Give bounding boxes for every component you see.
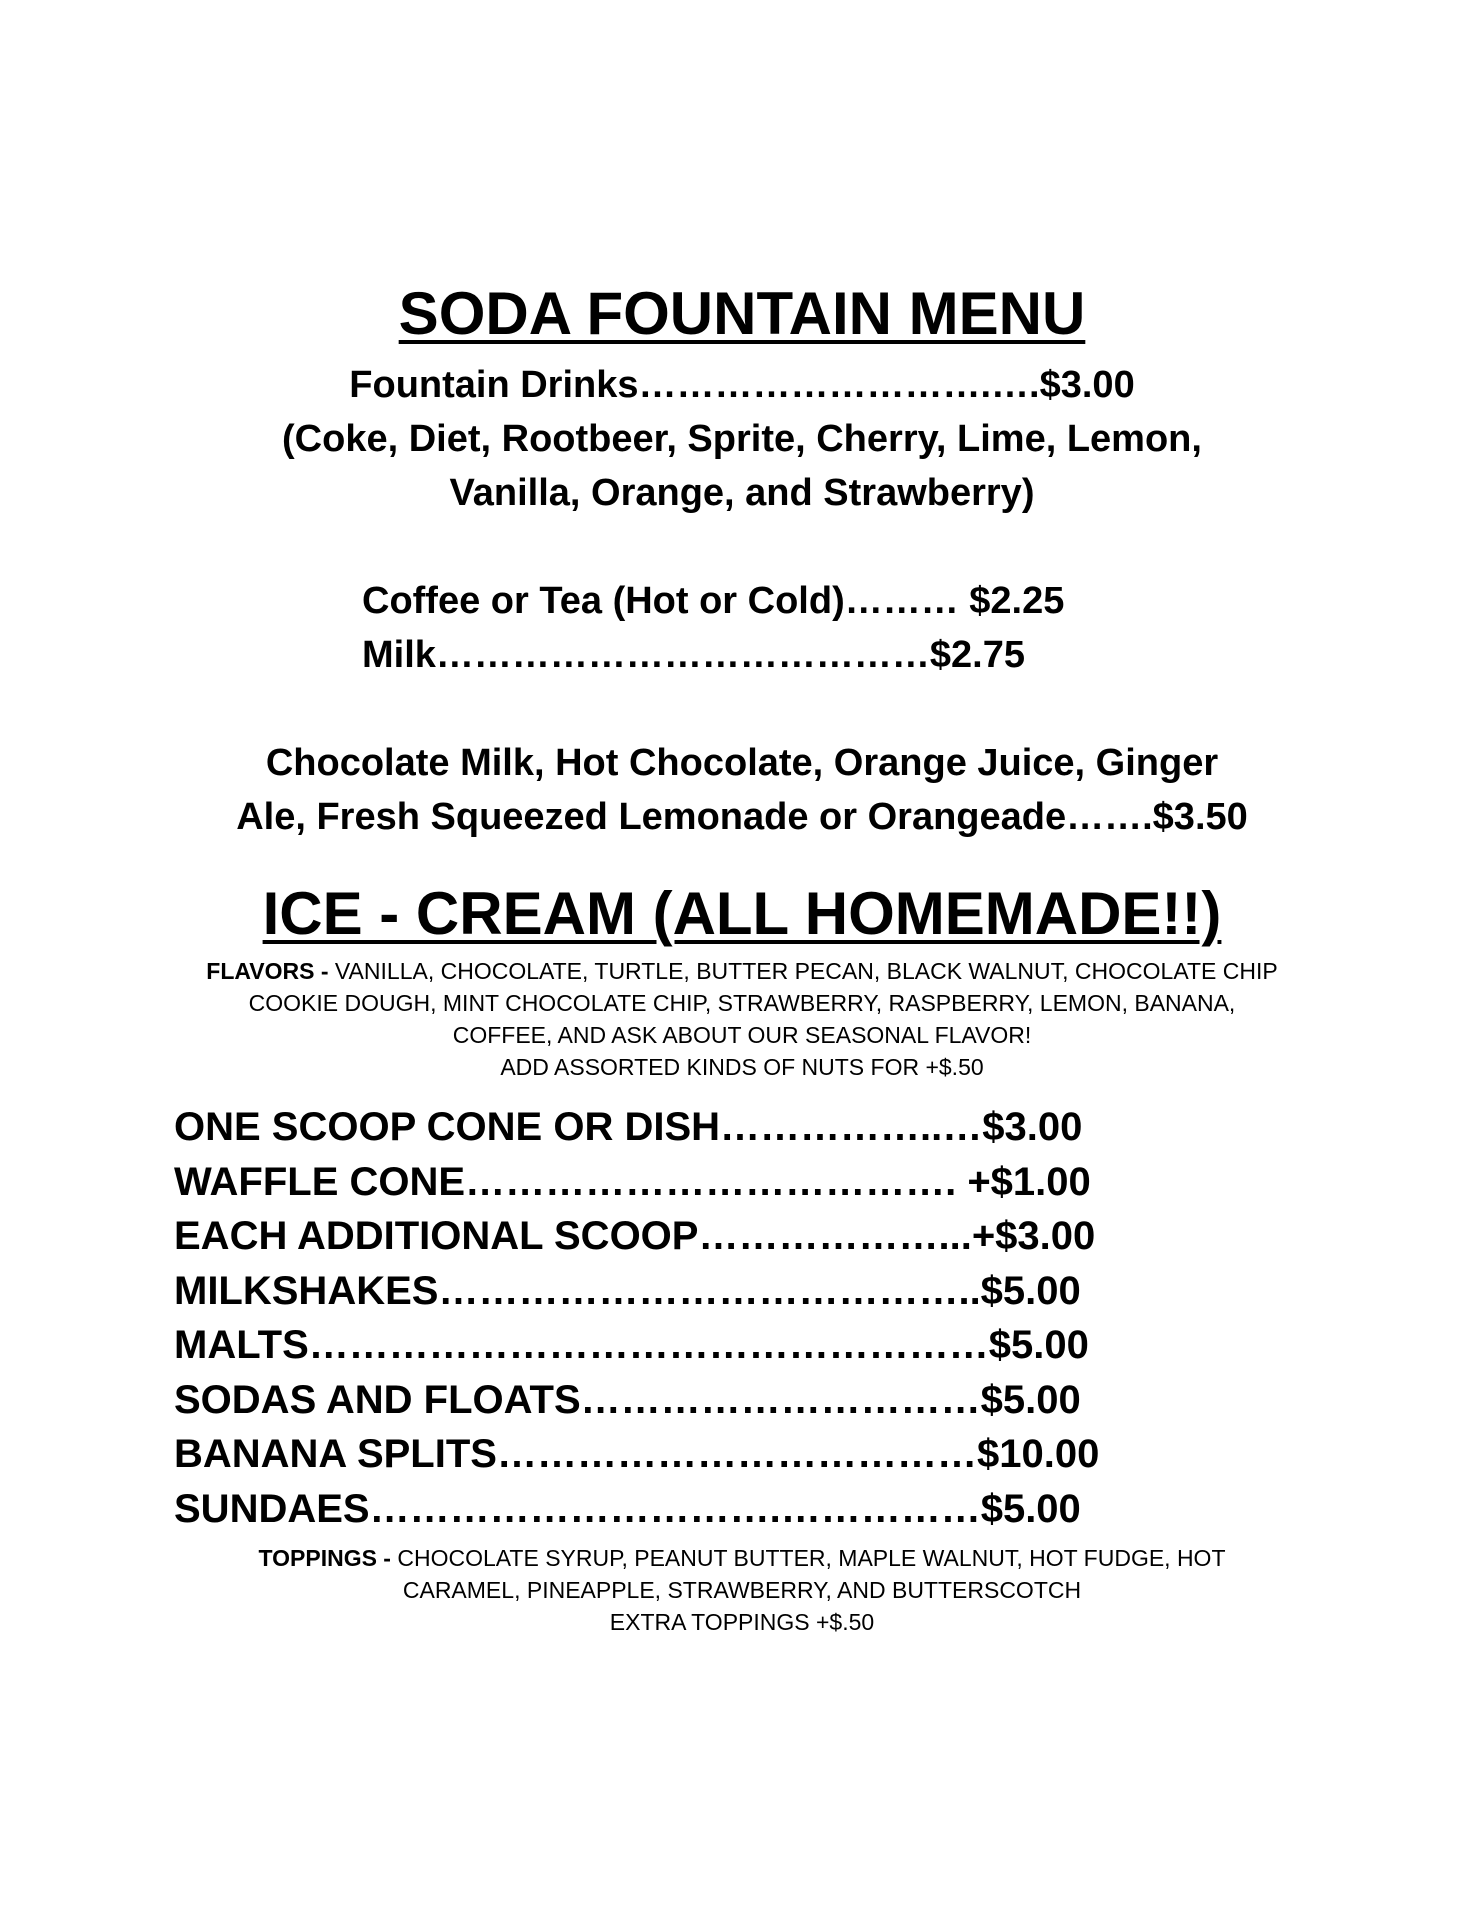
list-item: SUNDAES………………………….……………$5.00 [174, 1486, 1081, 1531]
fountain-flavors-line-2: Vanilla, Orange, and Strawberry) [449, 472, 1035, 514]
list-item: SODAS AND FLOATS…………………………$5.00 [174, 1377, 1081, 1422]
ice-cream-title: ICE - CREAM (ALL HOMEMADE!!) [262, 880, 1222, 947]
flavors-label: FLAVORS - [206, 958, 329, 984]
list-item: BANANA SPLITS………………………………$10.00 [174, 1432, 1100, 1476]
ice-cream-price-list [174, 1100, 1099, 1536]
soda-fountain-title: SODA FOUNTAIN MENU [398, 280, 1086, 347]
fountain-drinks-line: Fountain Drinks……………………….….$3.00 [349, 364, 1135, 406]
fountain-flavors-line-1: (Coke, Diet, Rootbeer, Sprite, Cherry, Lime, Lemon, [282, 418, 1202, 460]
flavors-section [0, 955, 1484, 1083]
list-item: MILKSHAKES…………………………………..$5.00 [174, 1268, 1081, 1313]
milk-line: Milk…………………………………$2.75 [362, 634, 1025, 676]
flavors-line-2: COOKIE DOUGH, MINT CHOCOLATE CHIP, STRAWBERRY, RASPBERRY, LEMON, BANANA, [248, 990, 1236, 1016]
toppings-list-1: CHOCOLATE SYRUP, PEANUT BUTTER, MAPLE WALNUT, HOT FUDGE, HOT [390, 1545, 1226, 1571]
toppings-section [0, 1542, 1484, 1638]
nuts-line: ADD ASSORTED KINDS OF NUTS FOR +$.50 [500, 1054, 984, 1080]
toppings-line-2: CARAMEL, PINEAPPLE, STRAWBERRY, AND BUTTERSCOTCH [402, 1577, 1082, 1603]
coffee-tea-line: Coffee or Tea (Hot or Cold)……… $2.25 [362, 580, 1065, 622]
flavors-line-1 [0, 955, 1484, 987]
other-drinks-line-2: Ale, Fresh Squeezed Lemonade or Orangeade…….$3.50 [236, 796, 1248, 838]
flavors-list-1: VANILLA, CHOCOLATE, TURTLE, BUTTER PECAN, BLACK WALNUT, CHOCOLATE CHIP [328, 958, 1278, 984]
other-drinks-line-1: Chocolate Milk, Hot Chocolate, Orange Juice, Ginger [265, 742, 1219, 784]
extra-toppings-line: EXTRA TOPPINGS +$.50 [609, 1609, 875, 1635]
toppings-label: TOPPINGS - [258, 1545, 391, 1571]
list-item: WAFFLE CONE………………………………. +$1.00 [174, 1159, 1091, 1204]
list-item: EACH ADDITIONAL SCOOP………………...+$3.00 [174, 1214, 1096, 1258]
toppings-line-1 [0, 1542, 1484, 1574]
flavors-line-3: COFFEE, AND ASK ABOUT OUR SEASONAL FLAVOR! [452, 1022, 1032, 1048]
list-item: MALTS……………………………………………$5.00 [174, 1323, 1089, 1367]
list-item: ONE SCOOP CONE OR DISH……………..…$3.00 [174, 1105, 1083, 1149]
